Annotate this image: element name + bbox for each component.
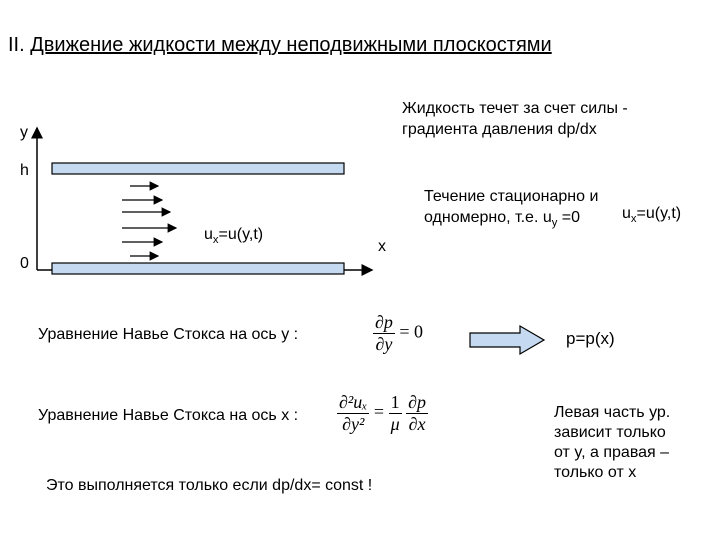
- ns-x-equals: =: [373, 401, 385, 422]
- ns-y-formula: [373, 312, 423, 355]
- ns-x-lhs-denominator: ∂y²: [342, 414, 365, 434]
- title-text: Движение жидкости между неподвижными плоскостями: [30, 34, 552, 56]
- title-number: II.: [8, 34, 25, 56]
- velocity-sym: u: [204, 226, 213, 243]
- ns-x-label: Уравнение Навье Стокса на ось x :: [38, 407, 299, 424]
- conclusion-line4: только от x: [554, 464, 637, 481]
- ns-x-rhs-denominator: ∂x: [408, 414, 426, 434]
- velocity-profile-label: [204, 226, 263, 246]
- flow-note-text: одномерно, т.е. u: [424, 209, 552, 226]
- condition-note: Это выполняется только если dp/dx= const !: [46, 477, 373, 494]
- conclusion-note: [554, 403, 670, 483]
- bottom-plate: [52, 263, 344, 274]
- axis-label-h: h: [20, 162, 29, 179]
- axis-label-y: y: [20, 124, 28, 141]
- result-arrow: [470, 326, 544, 354]
- ns-x-coef-fraction: [389, 392, 402, 435]
- conclusion-line2: зависит только: [554, 424, 666, 441]
- flow-note-line1: Течение стационарно и: [424, 188, 599, 205]
- flow-note-eq: =0: [557, 209, 581, 226]
- ns-y-rhs: = 0: [399, 321, 424, 342]
- ns-x-coef-numerator: 1: [389, 392, 402, 414]
- flow-ux-sub: x: [630, 213, 637, 226]
- ns-x-formula: [337, 392, 428, 435]
- ns-y-label: Уравнение Навье Стокса на ось y :: [38, 326, 299, 343]
- flow-note: [424, 186, 598, 234]
- velocity-rest: =u(y,t): [218, 226, 264, 243]
- pressure-note-line2: градиента давления dp/dx: [402, 121, 597, 138]
- flow-ux-sym: u: [622, 205, 631, 222]
- ns-x-rhs-numerator: ∂p: [408, 392, 427, 412]
- conclusion-line3: от y, а правая –: [554, 444, 670, 461]
- ns-x-lhs-fraction: [337, 392, 369, 435]
- ns-x-rhs-fraction: [406, 392, 428, 435]
- ns-y-result: p=p(x): [566, 329, 615, 348]
- conclusion-line1: Левая часть ур.: [554, 404, 671, 421]
- flow-note-ux: [622, 205, 681, 225]
- ns-y-denominator: ∂y: [375, 334, 393, 354]
- ns-y-numerator: ∂p: [375, 312, 393, 332]
- flow-note-sub: y: [551, 217, 558, 230]
- ns-x-coef-denominator: μ: [390, 414, 400, 434]
- flow-note-line2: [424, 207, 598, 234]
- top-plate: [52, 163, 344, 174]
- axis-label-x: x: [378, 238, 386, 255]
- pressure-note: [402, 98, 628, 140]
- axis-label-0: 0: [20, 255, 29, 272]
- ns-x-lhs-numerator: ∂²uₓ: [339, 392, 368, 412]
- velocity-sub: x: [212, 234, 219, 247]
- pressure-note-line1: Жидкость течет за счет силы -: [402, 100, 628, 117]
- ns-y-fraction: [373, 312, 395, 355]
- flow-ux-rest: =u(y,t): [636, 205, 682, 222]
